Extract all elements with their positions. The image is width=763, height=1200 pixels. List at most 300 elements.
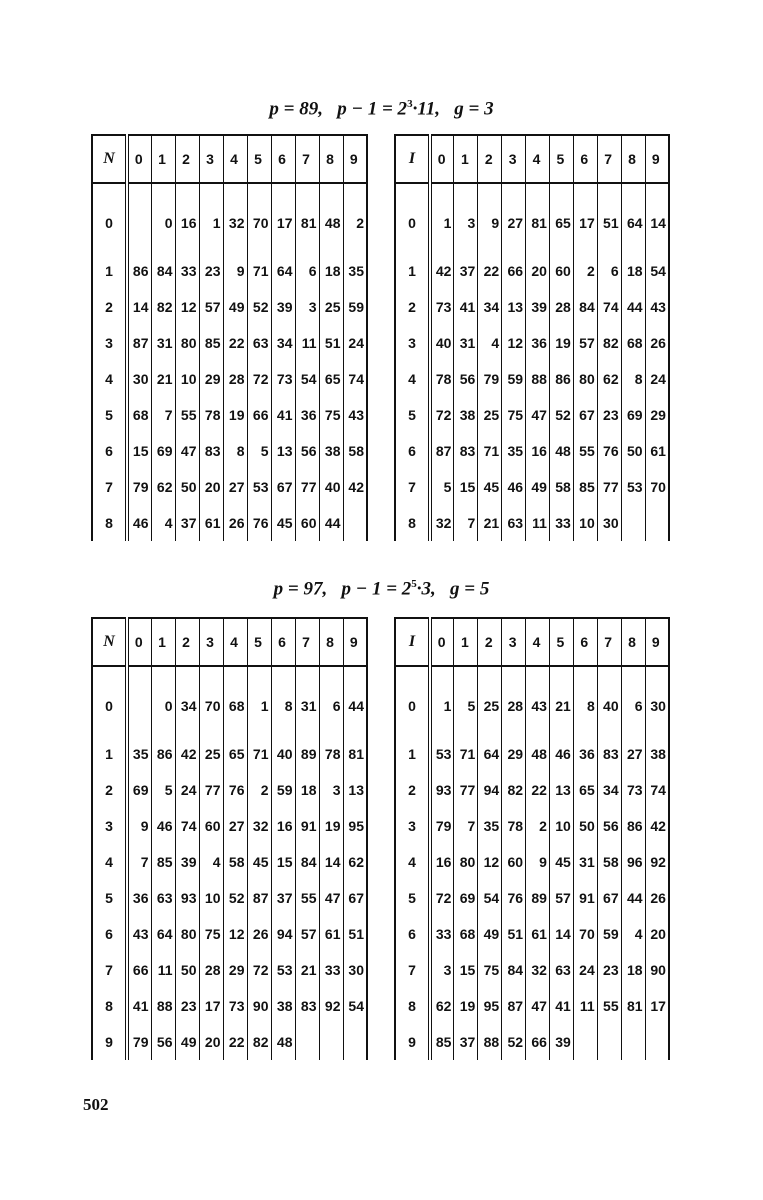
table-cell: 25 [478, 397, 502, 433]
row-label: 6 [395, 916, 430, 952]
table-cell: 25 [199, 736, 223, 772]
table-row [395, 880, 669, 916]
table-cell: 40 [597, 666, 621, 736]
table-cell: 6 [597, 253, 621, 289]
table-cell: 52 [549, 397, 573, 433]
row-label: 0 [395, 183, 430, 253]
table-cell: 52 [502, 1024, 526, 1060]
row-label: 2 [395, 289, 430, 325]
column-header: 2 [478, 135, 502, 183]
table-cell: 65 [549, 183, 573, 253]
table-cell: 53 [271, 952, 295, 988]
table-cell [343, 505, 367, 541]
table-cell: 20 [199, 469, 223, 505]
row-label: 6 [92, 433, 127, 469]
table-cell: 79 [127, 469, 151, 505]
row-label-header: N [92, 618, 127, 666]
row-label: 4 [92, 844, 127, 880]
table-cell: 2 [573, 253, 597, 289]
column-header: 8 [319, 135, 343, 183]
table-cell: 11 [573, 988, 597, 1024]
table-row [395, 1024, 669, 1060]
column-header: 2 [175, 618, 199, 666]
table-row [92, 808, 367, 844]
table-cell: 24 [343, 325, 367, 361]
table-cell: 74 [343, 361, 367, 397]
table-cell: 67 [573, 397, 597, 433]
table-cell: 2 [343, 183, 367, 253]
table-cell [573, 1024, 597, 1060]
table-cell: 52 [223, 880, 247, 916]
table-cell: 60 [502, 844, 526, 880]
column-header: 3 [199, 135, 223, 183]
table-cell: 66 [502, 253, 526, 289]
table-cell: 15 [454, 952, 478, 988]
table-cell: 11 [526, 505, 550, 541]
table-cell: 61 [526, 916, 550, 952]
table-cell: 74 [645, 772, 669, 808]
table-cell [645, 505, 669, 541]
table-cell: 83 [199, 433, 223, 469]
table-cell: 73 [430, 289, 454, 325]
table-cell: 88 [478, 1024, 502, 1060]
table-cell: 92 [319, 988, 343, 1024]
table-cell: 68 [454, 916, 478, 952]
table-cell: 16 [430, 844, 454, 880]
table-cell: 2 [247, 772, 271, 808]
table-cell: 72 [430, 880, 454, 916]
table-cell: 21 [549, 666, 573, 736]
table-cell: 48 [549, 433, 573, 469]
row-label: 8 [92, 988, 127, 1024]
table-cell: 92 [645, 844, 669, 880]
title-exponent: 3 [407, 98, 413, 110]
table-cell: 42 [430, 253, 454, 289]
table-cell [621, 1024, 645, 1060]
row-label: 4 [395, 844, 430, 880]
header-row [395, 135, 669, 183]
row-label: 6 [92, 916, 127, 952]
column-header: 9 [343, 135, 367, 183]
column-header: 9 [645, 135, 669, 183]
table-cell: 75 [478, 952, 502, 988]
column-header: 0 [127, 135, 151, 183]
column-header: 2 [478, 618, 502, 666]
table-cell: 24 [175, 772, 199, 808]
table-row [92, 361, 367, 397]
row-label: 3 [395, 325, 430, 361]
table-cell: 29 [223, 952, 247, 988]
table-cell: 86 [621, 808, 645, 844]
table-cell: 13 [271, 433, 295, 469]
table-cell: 17 [573, 183, 597, 253]
table-cell: 86 [151, 736, 175, 772]
table-cell: 49 [175, 1024, 199, 1060]
table-cell: 29 [645, 397, 669, 433]
table-cell: 22 [526, 772, 550, 808]
table-row [395, 183, 669, 253]
column-header: 5 [247, 135, 271, 183]
table-row [395, 736, 669, 772]
table-cell: 18 [621, 253, 645, 289]
table-cell: 15 [454, 469, 478, 505]
table-row [92, 469, 367, 505]
table-cell: 45 [271, 505, 295, 541]
table-cell: 48 [271, 1024, 295, 1060]
header-row [395, 618, 669, 666]
table-cell: 71 [454, 736, 478, 772]
row-label: 4 [92, 361, 127, 397]
table-cell: 5 [247, 433, 271, 469]
page-number: 502 [83, 1095, 109, 1114]
table-cell: 51 [343, 916, 367, 952]
table-cell: 34 [175, 666, 199, 736]
column-header: 0 [430, 135, 454, 183]
title-exponent: 5 [411, 578, 417, 590]
table-cell: 39 [175, 844, 199, 880]
table-cell: 63 [549, 952, 573, 988]
table-cell: 1 [199, 183, 223, 253]
table-cell: 65 [223, 736, 247, 772]
table-row [395, 361, 669, 397]
table-cell [127, 666, 151, 736]
table-row [395, 844, 669, 880]
table-row [92, 736, 367, 772]
table-cell: 3 [430, 952, 454, 988]
table-cell: 14 [319, 844, 343, 880]
table-cell: 39 [271, 289, 295, 325]
table-cell: 79 [127, 1024, 151, 1060]
column-header: 2 [175, 135, 199, 183]
table-cell: 9 [526, 844, 550, 880]
table-cell: 47 [526, 988, 550, 1024]
table-cell: 85 [199, 325, 223, 361]
column-header: 6 [271, 135, 295, 183]
table-cell: 19 [454, 988, 478, 1024]
row-label: 3 [395, 808, 430, 844]
table-cell: 85 [573, 469, 597, 505]
table-cell: 58 [597, 844, 621, 880]
column-header: 4 [223, 135, 247, 183]
table-row [92, 183, 367, 253]
table-cell: 27 [502, 183, 526, 253]
table-cell: 70 [645, 469, 669, 505]
table-cell: 67 [343, 880, 367, 916]
table-cell: 44 [621, 880, 645, 916]
table-cell: 85 [151, 844, 175, 880]
table-cell: 65 [319, 361, 343, 397]
table-cell: 6 [295, 253, 319, 289]
table-cell: 30 [127, 361, 151, 397]
table-cell [597, 1024, 621, 1060]
row-label: 7 [92, 469, 127, 505]
table-cell: 75 [199, 916, 223, 952]
table-cell: 16 [526, 433, 550, 469]
table-cell: 96 [621, 844, 645, 880]
column-header: 4 [526, 135, 550, 183]
column-header: 6 [573, 135, 597, 183]
table-cell: 4 [151, 505, 175, 541]
table-cell: 76 [502, 880, 526, 916]
table-cell: 35 [343, 253, 367, 289]
table-cell: 77 [295, 469, 319, 505]
row-label: 8 [395, 988, 430, 1024]
table-cell: 82 [597, 325, 621, 361]
table-cell: 84 [151, 253, 175, 289]
column-header: 1 [151, 135, 175, 183]
title-p-minus-1: p − 1 = 2 [341, 578, 412, 600]
table-cell: 84 [573, 289, 597, 325]
table-cell: 69 [621, 397, 645, 433]
table-cell: 67 [597, 880, 621, 916]
row-label: 4 [395, 361, 430, 397]
table-cell: 54 [295, 361, 319, 397]
table-cell: 39 [549, 1024, 573, 1060]
table-cell: 77 [454, 772, 478, 808]
table-cell: 70 [199, 666, 223, 736]
table-cell: 7 [454, 505, 478, 541]
table-cell: 28 [223, 361, 247, 397]
table-cell: 89 [526, 880, 550, 916]
table-row [92, 772, 367, 808]
table-cell: 20 [526, 253, 550, 289]
table-cell: 4 [478, 325, 502, 361]
header-row [92, 618, 367, 666]
table-row [395, 952, 669, 988]
table-cell: 46 [549, 736, 573, 772]
table-cell: 59 [343, 289, 367, 325]
column-header: 7 [295, 135, 319, 183]
column-header: 8 [319, 618, 343, 666]
table-cell: 7 [151, 397, 175, 433]
index-table-p97 [91, 617, 368, 1060]
table-cell: 75 [502, 397, 526, 433]
column-header: 1 [454, 135, 478, 183]
table-cell: 11 [151, 952, 175, 988]
column-header: 5 [247, 618, 271, 666]
table-cell: 57 [199, 289, 223, 325]
table-cell: 82 [151, 289, 175, 325]
table-cell [295, 1024, 319, 1060]
table-cell: 17 [199, 988, 223, 1024]
table-cell: 52 [247, 289, 271, 325]
table-row [395, 253, 669, 289]
table-cell: 62 [597, 361, 621, 397]
table-cell: 57 [573, 325, 597, 361]
table-cell: 34 [597, 772, 621, 808]
row-label-header: I [395, 135, 430, 183]
table-cell: 79 [478, 361, 502, 397]
table-cell: 70 [247, 183, 271, 253]
row-label: 9 [92, 1024, 127, 1060]
table-cell: 13 [502, 289, 526, 325]
row-label: 1 [92, 736, 127, 772]
table-cell: 56 [151, 1024, 175, 1060]
table-cell: 87 [127, 325, 151, 361]
table-cell: 58 [343, 433, 367, 469]
table-cell: 81 [295, 183, 319, 253]
table-cell: 31 [573, 844, 597, 880]
row-label: 7 [395, 469, 430, 505]
table-cell: 70 [573, 916, 597, 952]
table-cell: 55 [573, 433, 597, 469]
table-cell: 3 [319, 772, 343, 808]
header-row [92, 135, 367, 183]
table-cell: 36 [526, 325, 550, 361]
table-cell: 80 [573, 361, 597, 397]
table-cell: 53 [621, 469, 645, 505]
column-header: 1 [454, 618, 478, 666]
table-cell: 26 [645, 880, 669, 916]
table-row [92, 253, 367, 289]
table-cell: 59 [597, 916, 621, 952]
table-cell: 33 [549, 505, 573, 541]
row-label: 0 [92, 183, 127, 253]
table-cell: 38 [454, 397, 478, 433]
table-cell: 6 [319, 666, 343, 736]
table-cell: 12 [223, 916, 247, 952]
table-cell: 90 [247, 988, 271, 1024]
table-cell: 31 [151, 325, 175, 361]
table-row [92, 952, 367, 988]
table-cell: 95 [343, 808, 367, 844]
column-header: 0 [127, 618, 151, 666]
table-cell: 16 [175, 183, 199, 253]
table-cell: 12 [478, 844, 502, 880]
table-cell: 43 [526, 666, 550, 736]
column-header: 3 [502, 618, 526, 666]
table-cell: 54 [478, 880, 502, 916]
table-cell: 76 [597, 433, 621, 469]
table-cell: 22 [223, 325, 247, 361]
table-cell: 51 [319, 325, 343, 361]
row-label: 8 [92, 505, 127, 541]
table-cell: 33 [175, 253, 199, 289]
table-cell: 10 [549, 808, 573, 844]
table-cell: 84 [295, 844, 319, 880]
table-cell: 39 [526, 289, 550, 325]
row-label: 7 [395, 952, 430, 988]
table-cell: 89 [295, 736, 319, 772]
row-label: 2 [395, 772, 430, 808]
table-cell: 66 [247, 397, 271, 433]
table-cell: 84 [502, 952, 526, 988]
table-cell: 16 [271, 808, 295, 844]
column-header: 8 [621, 135, 645, 183]
table-cell: 23 [175, 988, 199, 1024]
table-cell: 23 [597, 397, 621, 433]
table-cell: 88 [526, 361, 550, 397]
table-cell: 43 [127, 916, 151, 952]
table-cell: 53 [247, 469, 271, 505]
section-title-p97 [0, 578, 763, 600]
table-cell: 55 [295, 880, 319, 916]
table-cell [621, 505, 645, 541]
table-cell: 83 [597, 736, 621, 772]
table-cell: 50 [621, 433, 645, 469]
table-cell: 26 [247, 916, 271, 952]
table-cell [343, 1024, 367, 1060]
table-cell: 5 [454, 666, 478, 736]
table-cell: 71 [478, 433, 502, 469]
table-cell: 1 [430, 666, 454, 736]
row-label: 5 [395, 397, 430, 433]
table-cell: 54 [645, 253, 669, 289]
row-label: 7 [92, 952, 127, 988]
table-cell: 86 [127, 253, 151, 289]
table-cell: 17 [645, 988, 669, 1024]
table-cell: 27 [223, 469, 247, 505]
table-cell: 94 [271, 916, 295, 952]
title-generator: g = 5 [450, 578, 490, 600]
table-cell: 66 [127, 952, 151, 988]
table-cell: 25 [319, 289, 343, 325]
table-cell [319, 1024, 343, 1060]
table-row [395, 505, 669, 541]
column-header: 7 [597, 135, 621, 183]
table-cell: 76 [223, 772, 247, 808]
table-cell: 31 [295, 666, 319, 736]
antilog-table-p97 [394, 617, 670, 1060]
row-label: 0 [92, 666, 127, 736]
table-cell: 1 [247, 666, 271, 736]
table-cell: 83 [454, 433, 478, 469]
table-cell: 29 [199, 361, 223, 397]
table-cell: 15 [127, 433, 151, 469]
table-cell: 37 [454, 253, 478, 289]
table-cell: 10 [199, 880, 223, 916]
column-header: 0 [430, 618, 454, 666]
table-cell: 82 [247, 1024, 271, 1060]
table-cell: 40 [319, 469, 343, 505]
table-cell: 91 [573, 880, 597, 916]
table-cell: 67 [271, 469, 295, 505]
table-cell: 28 [549, 289, 573, 325]
table-cell: 45 [478, 469, 502, 505]
table-cell: 33 [319, 952, 343, 988]
table-cell: 30 [597, 505, 621, 541]
table-row [395, 772, 669, 808]
table-cell: 36 [127, 880, 151, 916]
table-cell: 82 [502, 772, 526, 808]
table-cell: 78 [199, 397, 223, 433]
row-label: 3 [92, 808, 127, 844]
table-row [92, 844, 367, 880]
table-cell: 2 [526, 808, 550, 844]
table-row [92, 325, 367, 361]
column-header: 5 [549, 618, 573, 666]
table-row [395, 916, 669, 952]
column-header: 7 [597, 618, 621, 666]
table-cell: 37 [175, 505, 199, 541]
row-label: 5 [92, 397, 127, 433]
table-cell: 77 [597, 469, 621, 505]
table-cell: 41 [271, 397, 295, 433]
table-cell: 25 [478, 666, 502, 736]
table-cell: 83 [295, 988, 319, 1024]
table-cell: 57 [549, 880, 573, 916]
table-row [395, 325, 669, 361]
table-cell: 73 [223, 988, 247, 1024]
table-cell: 13 [343, 772, 367, 808]
row-label: 0 [395, 666, 430, 736]
table-row [92, 289, 367, 325]
table-cell: 46 [151, 808, 175, 844]
table-cell: 74 [175, 808, 199, 844]
table-cell: 41 [454, 289, 478, 325]
table-cell: 36 [295, 397, 319, 433]
table-cell: 48 [526, 736, 550, 772]
